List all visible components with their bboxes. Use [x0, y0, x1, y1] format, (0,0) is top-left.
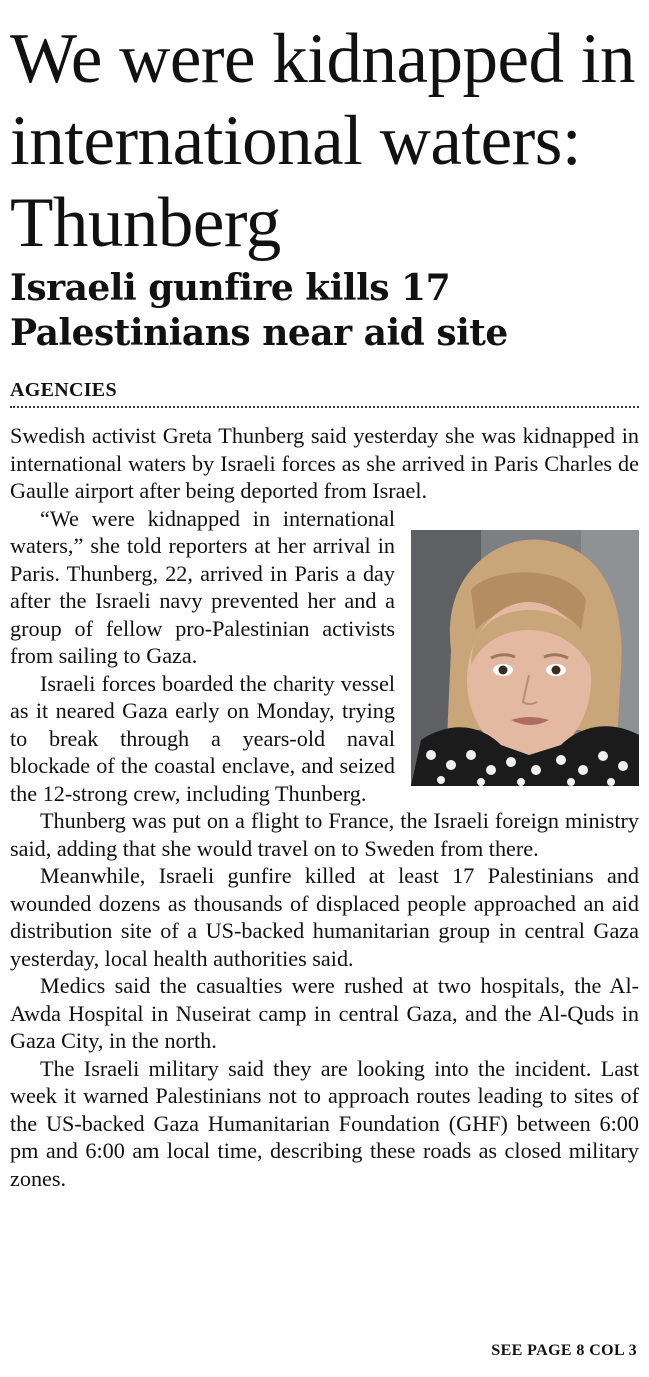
portrait-illustration	[411, 530, 639, 786]
headline: We were kidnapped in international waters: Thunberg	[10, 20, 636, 262]
paragraph-6: Medics said the casualties were rushed at two hospitals, the Al-Awda Hospital in Nuseirat camp in central Gaza, and the Al-Quds in Gaza City, in the north.	[10, 973, 639, 1053]
paragraph-2: “We were kidnapped in international waters,” she told reporters at her arrival in Paris. Thunberg, 22, arrived in Paris a day after the Israeli navy prevented her and a group of fellow pro-Palestinian activists from sailing to Gaza.	[10, 505, 395, 668]
portrait-photo	[411, 530, 639, 786]
continuation-reference[interactable]: SEE PAGE 8 COL 3	[491, 1342, 637, 1359]
byline: AGENCIES	[10, 379, 117, 401]
paragraph-4: Thunberg was put on a flight to France, the Israeli foreign ministry said, adding that she would travel on to Sweden from there.	[10, 808, 639, 861]
dotted-divider	[10, 406, 639, 408]
paragraph-1: Swedish activist Greta Thunberg said yesterday she was kidnapped in international waters by Israeli forces as she arrived in Paris Charles de Gaulle airport after being deported from Israel.	[10, 423, 639, 503]
paragraph-3: Israeli forces boarded the charity vessel as it neared Gaza early on Monday, trying to break through a years-old naval blockade of the coastal enclave, and seized the 12-strong crew, including Thunberg.	[10, 670, 395, 806]
subheadline: Israeli gunfire kills 17 Palestinians near aid site	[10, 267, 508, 354]
paragraph-5: Meanwhile, Israeli gunfire killed at least 17 Palestinians and wounded dozens as thousands of displaced people approached an aid distribution site of a US-backed humanitarian group in central Gaza yesterday, local health authorities said.	[10, 863, 639, 971]
paragraph-7: The Israeli military said they are looking into the incident. Last week it warned Palestinians not to approach routes leading to sites of the US-backed Gaza Humanitarian Foundation (GHF) between 6:00 pm and 6:00 am local time, describing these roads as closed military zones.	[10, 1055, 639, 1191]
article-body	[10, 422, 639, 1192]
